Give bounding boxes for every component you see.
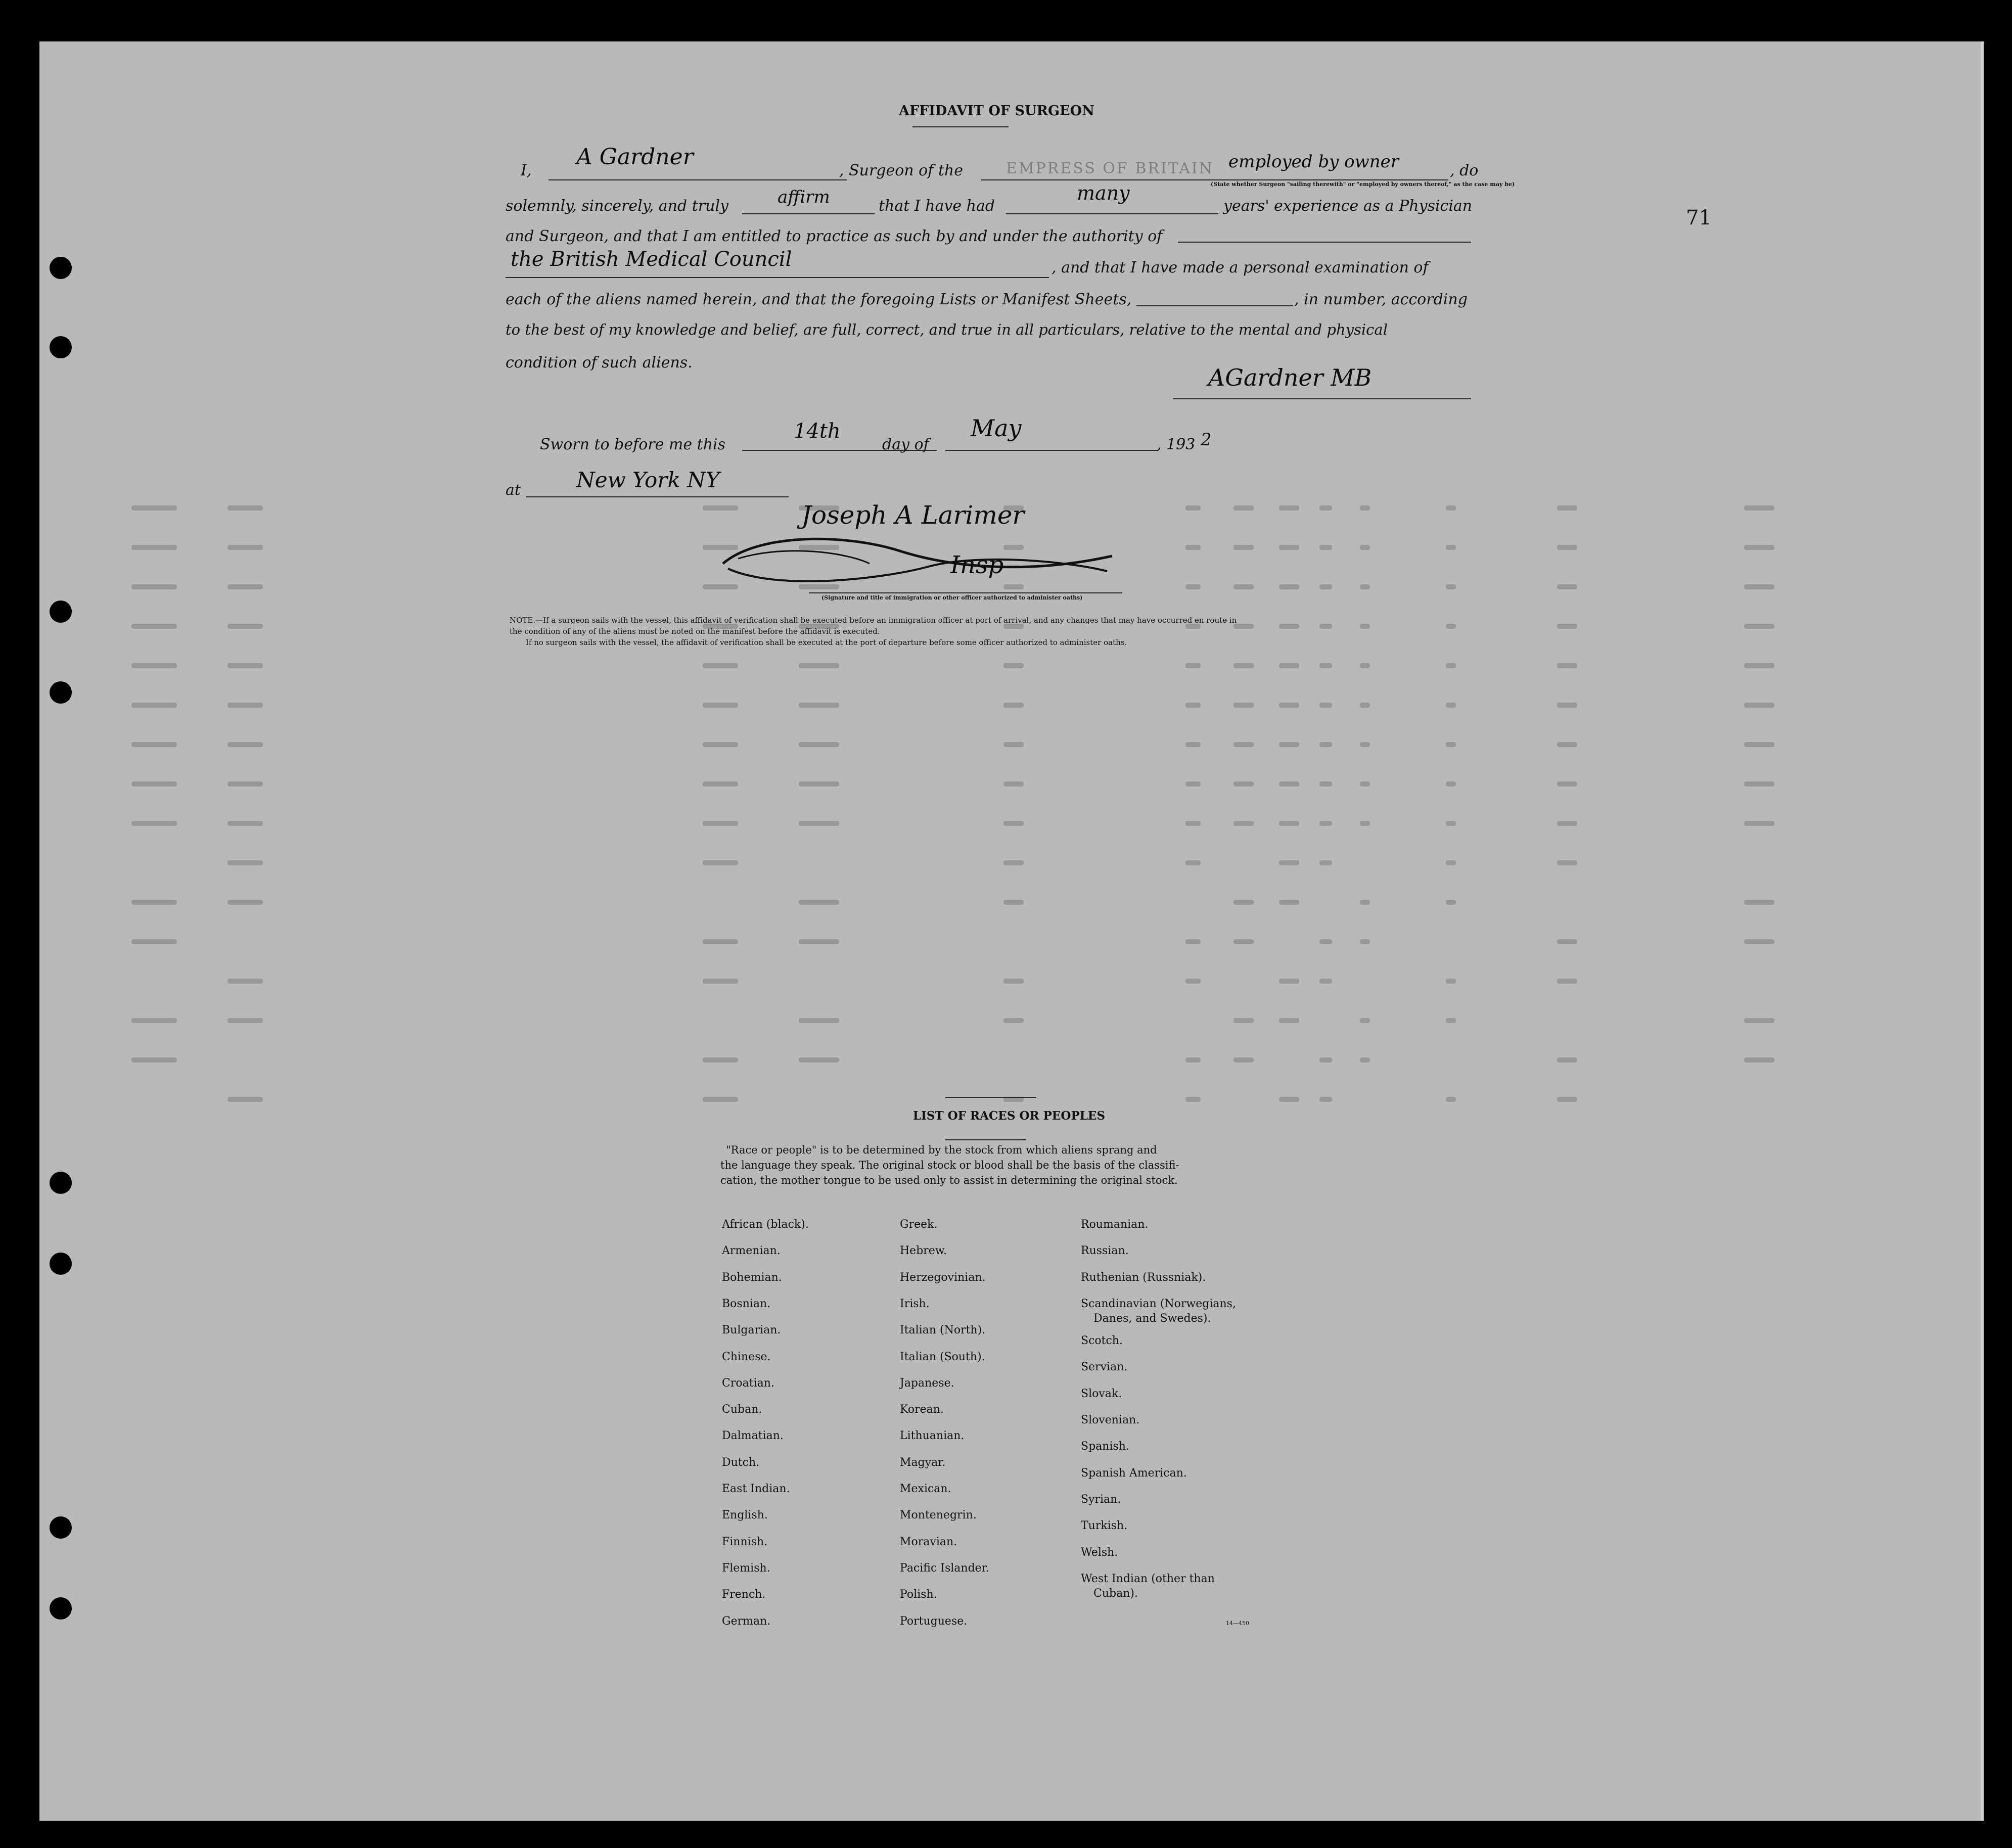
bleed-mark [1233, 1057, 1254, 1062]
bleed-mark [227, 703, 263, 708]
race-item: Welsh. [1081, 1546, 1118, 1559]
bleed-mark [131, 900, 177, 905]
bleed-mark [799, 821, 839, 826]
bleed-mark [1319, 545, 1332, 550]
binder-hole [50, 600, 72, 623]
bleed-mark [1557, 545, 1577, 550]
ship-name: EMPRESS OF BRITAIN [1006, 160, 1214, 177]
officer-signature-line [809, 592, 1122, 593]
bleed-mark [1557, 1097, 1577, 1102]
bleed-mark [799, 1018, 839, 1023]
bleed-mark [131, 663, 177, 668]
bleed-mark [131, 939, 177, 944]
text-at: at [506, 481, 521, 499]
bleed-mark [227, 781, 263, 787]
text-personal-exam: , and that I have made a personal examination of [1051, 259, 1429, 276]
bleed-mark [227, 1097, 263, 1102]
bleed-mark [1557, 505, 1577, 511]
race-item: East Indian. [722, 1483, 790, 1495]
bleed-mark [1003, 663, 1024, 668]
race-item: Spanish American. [1081, 1467, 1187, 1480]
race-item: West Indian (other than [1081, 1573, 1215, 1585]
bleed-mark [1557, 979, 1577, 984]
bleed-mark [1319, 860, 1332, 865]
years-line [1006, 213, 1218, 214]
bleed-mark [1446, 663, 1456, 668]
bleed-mark [1279, 505, 1299, 511]
bleed-mark [703, 821, 738, 826]
bleed-mark [1360, 821, 1370, 826]
bleed-mark [1279, 781, 1299, 787]
bleed-mark [799, 742, 839, 747]
bleed-mark [227, 505, 263, 511]
bleed-mark [131, 781, 177, 787]
bleed-mark [1279, 703, 1299, 708]
bleed-mark [1185, 545, 1201, 550]
race-item: Herzegovinian. [900, 1271, 986, 1284]
bleed-mark [1744, 624, 1774, 629]
bleed-mark [1185, 663, 1201, 668]
bleed-mark [1360, 742, 1370, 747]
race-item: Dalmatian. [722, 1429, 784, 1442]
race-item: Slovenian. [1081, 1414, 1140, 1426]
bleed-mark [1557, 663, 1577, 668]
bleed-mark [1446, 584, 1456, 589]
bleed-mark [1557, 584, 1577, 589]
employment-note: (State whether Surgeon "sailing therewith" or "employed by owners thereof," as the case may be) [1211, 181, 1515, 188]
bleed-mark [703, 663, 738, 668]
bleed-mark [1233, 584, 1254, 589]
bleed-mark [1446, 821, 1456, 826]
text-year-prefix: , 193 [1157, 436, 1196, 453]
ship-line [981, 179, 1448, 180]
race-item: Italian (South). [900, 1351, 985, 1363]
bleed-mark [1185, 781, 1201, 787]
bleed-mark [703, 939, 738, 944]
race-item: Portuguese. [900, 1615, 968, 1628]
bleed-mark [1279, 624, 1299, 629]
bleed-mark [1557, 1057, 1577, 1062]
bleed-mark [1446, 545, 1456, 550]
text-surgeon-of-the: , Surgeon of the [839, 162, 963, 179]
races-rule-bottom [945, 1139, 1026, 1140]
bleed-mark [1446, 1018, 1456, 1023]
bleed-mark [227, 742, 263, 747]
bleed-mark [1003, 821, 1024, 826]
race-item: African (black). [722, 1218, 809, 1231]
oath-word: affirm [778, 187, 830, 207]
bleed-mark [1319, 1097, 1332, 1102]
bleed-mark [1557, 939, 1577, 944]
bleed-mark [1319, 821, 1332, 826]
bleed-mark [1279, 663, 1299, 668]
authority-line-2 [506, 277, 1049, 278]
bleed-mark [1360, 505, 1370, 511]
race-item: Moravian. [900, 1536, 957, 1548]
bleed-mark [1446, 900, 1456, 905]
form-number: 14—450 [1226, 1620, 1249, 1627]
race-item: Scandinavian (Norwegians, [1081, 1298, 1236, 1310]
race-item: Mexican. [900, 1483, 951, 1495]
bleed-mark [703, 979, 738, 984]
bleed-mark [1446, 1097, 1456, 1102]
race-item: Chinese. [722, 1351, 771, 1363]
text-and-surgeon: and Surgeon, and that I am entitled to practice as such by and under the authority of [506, 227, 1163, 245]
bleed-mark [1233, 545, 1254, 550]
bleed-mark [227, 545, 263, 550]
bleed-mark [799, 1057, 839, 1062]
officer-title: Insp [950, 551, 1004, 579]
races-intro-1: "Race or people" is to be determined by the stock from which aliens sprang and [726, 1144, 1157, 1156]
bleed-mark [1279, 545, 1299, 550]
bleed-mark [1185, 860, 1201, 865]
bleed-mark [227, 860, 263, 865]
text-day-of: day of [882, 436, 929, 453]
binder-hole [50, 1172, 72, 1194]
bleed-mark [1319, 663, 1332, 668]
bleed-mark [1360, 1018, 1370, 1023]
bleed-mark [1360, 900, 1370, 905]
manifest-page [39, 41, 1984, 1821]
bleed-mark [703, 860, 738, 865]
race-item: Spanish. [1081, 1440, 1129, 1453]
bleed-mark [1446, 505, 1456, 511]
race-item: Croatian. [722, 1377, 774, 1390]
races-rule-top [945, 1097, 1036, 1098]
bleed-mark [1744, 821, 1774, 826]
bleed-mark [1003, 979, 1024, 984]
bleed-mark [1446, 624, 1456, 629]
bleed-mark [1744, 663, 1774, 668]
bleed-mark [1233, 821, 1254, 826]
bleed-mark [131, 584, 177, 589]
bleed-mark [1360, 1057, 1370, 1062]
bleed-mark [1557, 821, 1577, 826]
bleed-mark [1446, 742, 1456, 747]
bleed-mark [799, 781, 839, 787]
race-item: Japanese. [900, 1377, 954, 1390]
text-have-had: that I have had [879, 197, 995, 215]
bleed-mark [1003, 781, 1024, 787]
bleed-mark [1744, 584, 1774, 589]
bleed-mark [703, 1097, 738, 1102]
page-number: 71 [1686, 206, 1712, 229]
bleed-mark [799, 663, 839, 668]
bleed-mark [1279, 900, 1299, 905]
month-line [945, 450, 1158, 451]
authority: the British Medical Council [511, 248, 792, 271]
bleed-mark [131, 545, 177, 550]
bleed-mark [703, 1057, 738, 1062]
bleed-mark [1319, 584, 1332, 589]
bleed-mark [799, 703, 839, 708]
bleed-mark [1185, 939, 1201, 944]
bleed-mark [1185, 742, 1201, 747]
sworn-month: May [971, 414, 1022, 442]
bleed-mark [131, 821, 177, 826]
race-item: Cuban). [1093, 1587, 1138, 1600]
bleed-mark [1360, 703, 1370, 708]
bleed-mark [1319, 939, 1332, 944]
years-value: many [1077, 182, 1130, 204]
bleed-mark [1003, 1018, 1024, 1023]
races-intro-3: cation, the mother tongue to be used only to assist in determining the original stock. [720, 1174, 1178, 1186]
bleed-mark [1744, 1057, 1774, 1062]
race-item: Bohemian. [722, 1271, 782, 1284]
binder-hole [50, 1597, 72, 1620]
bleed-mark [1319, 624, 1332, 629]
binder-hole [50, 681, 72, 704]
race-item: Servian. [1081, 1361, 1128, 1373]
bleed-mark [1233, 703, 1254, 708]
race-item: Roumanian. [1081, 1218, 1149, 1231]
text-sworn-before: Sworn to before me this [540, 436, 726, 453]
text-solemnly: solemnly, sincerely, and truly [506, 197, 729, 215]
bleed-mark [703, 742, 738, 747]
affidavit-title: AFFIDAVIT OF SURGEON [899, 103, 1094, 119]
bleed-mark [1446, 781, 1456, 787]
bleed-mark [1233, 742, 1254, 747]
race-item: Armenian. [722, 1244, 781, 1257]
bleed-mark [1360, 939, 1370, 944]
races-title: LIST OF RACES OR PEOPLES [913, 1109, 1106, 1123]
race-item: Ruthenian (Russniak). [1081, 1271, 1206, 1284]
employment: employed by owner [1228, 152, 1399, 172]
bleed-mark [1744, 742, 1774, 747]
binder-hole [50, 1516, 72, 1539]
race-item: Lithuanian. [900, 1429, 965, 1442]
bleed-mark [703, 703, 738, 708]
surgeon-signature: AGardner MB [1208, 364, 1372, 391]
race-item: Polish. [900, 1588, 937, 1601]
text-do: , do [1450, 162, 1479, 179]
bleed-mark [1003, 900, 1024, 905]
bleed-mark [1279, 860, 1299, 865]
surgeon-name: A Gardner [576, 144, 694, 170]
bleed-mark [1744, 1018, 1774, 1023]
text-best-knowledge: to the best of my knowledge and belief, are full, correct, and true in all particulars, relative to the mental and physical [506, 321, 1388, 338]
bleed-mark [227, 624, 263, 629]
race-item: Flemish. [722, 1562, 770, 1575]
race-item: Danes, and Swedes). [1093, 1312, 1211, 1325]
bleed-mark [1744, 505, 1774, 511]
bleed-mark [1319, 979, 1332, 984]
text-condition: condition of such aliens. [506, 354, 693, 372]
bleed-mark [1319, 1057, 1332, 1062]
bleed-mark [1185, 703, 1201, 708]
bleed-mark [1446, 979, 1456, 984]
race-item: Hebrew. [900, 1244, 947, 1257]
race-item: Irish. [900, 1298, 930, 1310]
bleed-mark [1233, 939, 1254, 944]
bleed-mark [1360, 781, 1370, 787]
bleed-mark [703, 781, 738, 787]
races-intro-2: the language they speak. The original stock or blood shall be the basis of the classifi- [720, 1159, 1179, 1171]
bleed-mark [1319, 781, 1332, 787]
bleed-mark [131, 624, 177, 629]
note-line-3: If no surgeon sails with the vessel, the affidavit of verification shall be executed at the port of departure before some officer authorized to administer oaths. [526, 638, 1127, 647]
binder-hole [50, 257, 72, 279]
surgeon-name-line [548, 179, 847, 180]
bleed-mark [1185, 1097, 1201, 1102]
bleed-mark [227, 979, 263, 984]
binder-hole [50, 1253, 72, 1275]
bleed-mark [1446, 703, 1456, 708]
bleed-mark [1319, 505, 1332, 511]
race-item: English. [722, 1509, 768, 1521]
bleed-mark [1360, 584, 1370, 589]
race-item: Cuban. [722, 1403, 762, 1416]
bleed-mark [1744, 703, 1774, 708]
bleed-mark [1279, 979, 1299, 984]
race-item: Syrian. [1081, 1493, 1121, 1506]
bleed-mark [1279, 742, 1299, 747]
bleed-mark [1185, 821, 1201, 826]
bleed-mark [131, 1018, 177, 1023]
bleed-mark [799, 900, 839, 905]
bleed-mark [227, 821, 263, 826]
bleed-mark [1279, 821, 1299, 826]
bleed-mark [799, 939, 839, 944]
race-item: German. [722, 1615, 771, 1628]
sworn-day: 14th [794, 420, 841, 443]
text-each-alien: each of the aliens named herein, and that the foregoing Lists or Manifest Sheets, [506, 291, 1132, 308]
race-item: Magyar. [900, 1456, 946, 1469]
race-item: Korean. [900, 1403, 944, 1416]
officer-caption: (Signature and title of immigration or other officer authorized to administer oaths) [821, 594, 1083, 601]
bleed-mark [1185, 979, 1201, 984]
bleed-mark [1360, 663, 1370, 668]
officer-signature: Joseph A Larimer [801, 500, 1025, 530]
bleed-mark [1744, 900, 1774, 905]
bleed-mark [131, 505, 177, 511]
race-item: Italian (North). [900, 1324, 986, 1336]
bleed-mark [1744, 781, 1774, 787]
race-item: Scotch. [1081, 1334, 1123, 1347]
bleed-mark [1360, 545, 1370, 550]
bleed-mark [1446, 860, 1456, 865]
sheets-count-line [1136, 305, 1293, 306]
bleed-mark [1319, 703, 1332, 708]
bleed-mark [1233, 505, 1254, 511]
bleed-mark [1003, 860, 1024, 865]
bleed-mark [1233, 900, 1254, 905]
bleed-mark [227, 584, 263, 589]
bleed-mark [1233, 663, 1254, 668]
bleed-mark [227, 663, 263, 668]
race-item: Russian. [1081, 1244, 1129, 1257]
binder-hole [50, 336, 72, 358]
bleed-mark [1557, 703, 1577, 708]
oath-line [742, 213, 875, 214]
text-i: I, [521, 162, 532, 179]
bleed-mark [1003, 703, 1024, 708]
race-item: Dutch. [722, 1456, 760, 1469]
race-item: French. [722, 1588, 766, 1601]
bleed-mark [131, 1057, 177, 1062]
bleed-mark [227, 1018, 263, 1023]
race-item: Montenegrin. [900, 1509, 977, 1521]
bleed-mark [1185, 505, 1201, 511]
race-item: Greek. [900, 1218, 938, 1231]
bleed-mark [1003, 742, 1024, 747]
race-item: Bulgarian. [722, 1324, 781, 1336]
race-item: Bosnian. [722, 1298, 771, 1310]
bleed-mark [131, 742, 177, 747]
place-line [526, 496, 789, 497]
authority-line-1 [1178, 242, 1471, 243]
note-line-1: NOTE.—If a surgeon sails with the vessel, this affidavit of verification shall be executed before an immigration officer at port of arrival, and any changes that may have occurred en route in [510, 616, 1237, 625]
race-item: Slovak. [1081, 1388, 1122, 1400]
race-item: Finnish. [722, 1536, 768, 1548]
text-years-experience: years' experience as a Physician [1223, 197, 1473, 215]
note-line-2: the condition of any of the aliens must be noted on the manifest before the affidavit is executed. [510, 627, 880, 636]
bleed-mark [1233, 781, 1254, 787]
bleed-mark [1185, 1057, 1201, 1062]
bleed-mark [1744, 545, 1774, 550]
sworn-place: New York NY [576, 468, 720, 492]
bleed-mark [1557, 781, 1577, 787]
sworn-year-digit: 2 [1201, 430, 1212, 450]
bleed-mark [1557, 624, 1577, 629]
race-item: Pacific Islander. [900, 1562, 989, 1575]
bleed-mark [1279, 1097, 1299, 1102]
bleed-mark [1185, 584, 1201, 589]
bleed-mark [1360, 624, 1370, 629]
surgeon-signature-line [1173, 398, 1471, 399]
bleed-mark [1557, 742, 1577, 747]
text-in-number: , in number, according [1294, 291, 1468, 308]
bleed-mark [1233, 1018, 1254, 1023]
bleed-mark [1319, 742, 1332, 747]
bleed-mark [227, 900, 263, 905]
race-item: Turkish. [1081, 1519, 1128, 1532]
title-underline [912, 126, 1009, 127]
bleed-mark [1744, 939, 1774, 944]
bleed-mark [1279, 584, 1299, 589]
bleed-mark [1557, 860, 1577, 865]
bleed-mark [131, 703, 177, 708]
bleed-mark [1279, 1018, 1299, 1023]
